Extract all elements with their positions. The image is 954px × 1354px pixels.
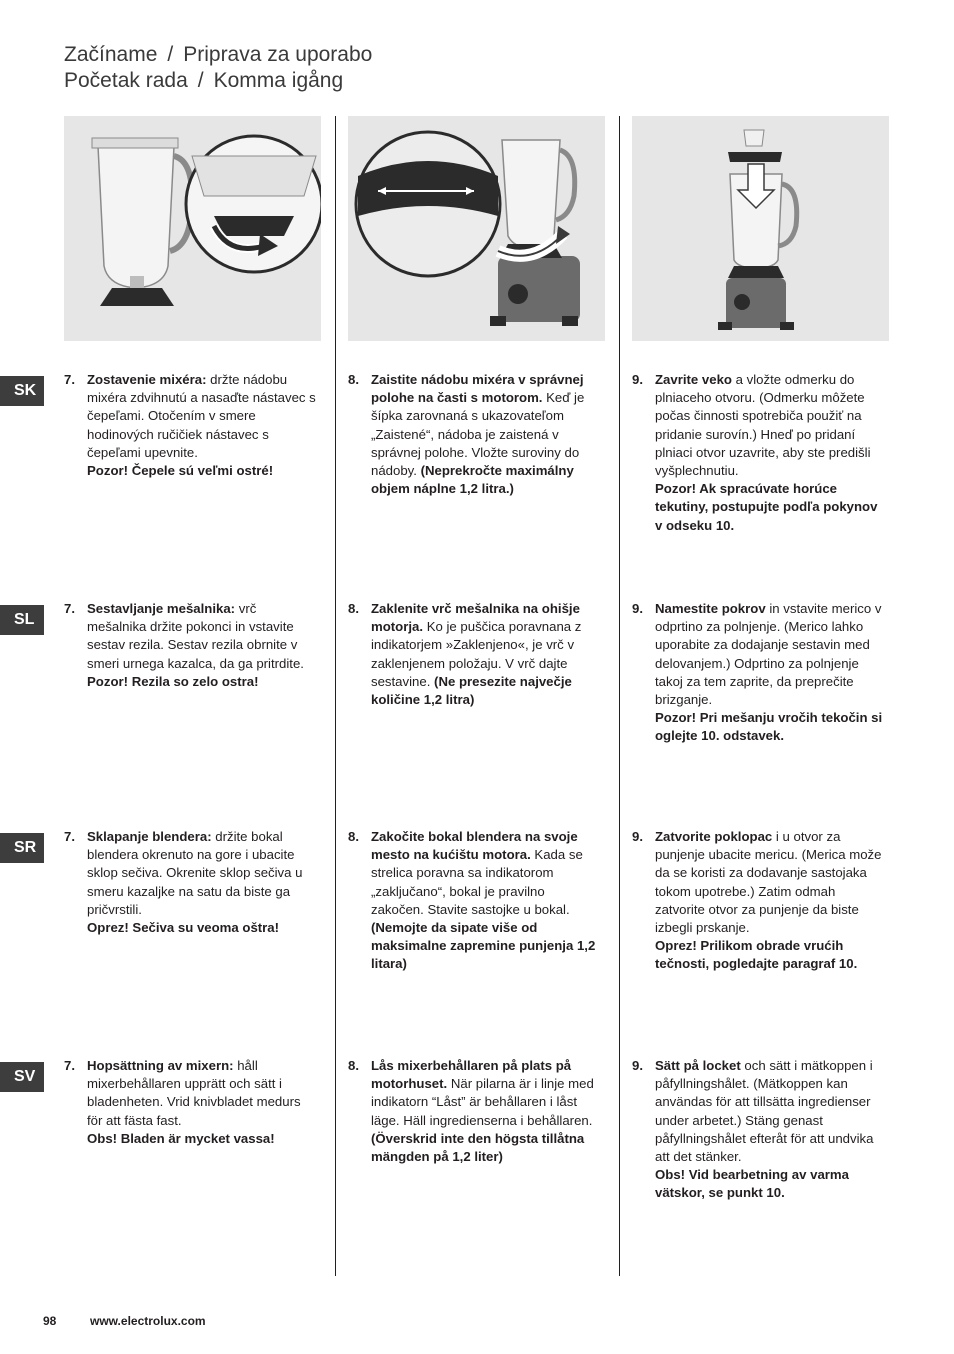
step-sr-7 <box>64 828 316 937</box>
step-heading: Zakočite bokal blendera na svoje mesto na kućištu motora. <box>371 829 578 863</box>
step-number: 8. <box>348 829 359 844</box>
step-warning: (Neprekročte maximálny objem náplne 1,2 litra.) <box>371 463 574 497</box>
step-text: držite bokal blendera okrenuto na gore i ubacite sklop sečiva. Okrenite sklop sečiva u smeru kazaljke na satu da biste ga pričvrstili. <box>87 829 303 917</box>
step-number: 8. <box>348 372 359 387</box>
step-number: 7. <box>64 601 75 616</box>
lang-tab-sl: SL <box>0 605 44 635</box>
title-separator: / <box>197 69 204 92</box>
title-sv: Komma igång <box>213 69 344 92</box>
step-warning: Pozor! Pri mešanju vročih tekočin si oglejte 10. odstavek. <box>655 710 883 744</box>
step-sr-9 <box>632 828 884 974</box>
step-text: a vložte odmerku do plniaceho otvoru. (Odmerku môžete počas činnosti spotrebiča použiť na pridanie surovín.) Hneď po pridaní plniaci otvor uzavrite, aby ste predišli vyšplechnutiu. <box>655 372 871 479</box>
step-heading: Zavrite veko <box>655 372 732 387</box>
title-sl: Priprava za uporabo <box>183 43 373 66</box>
step-sv-9 <box>632 1057 884 1203</box>
step-number: 9. <box>632 1058 643 1073</box>
illustration-step-8 <box>348 116 605 341</box>
lang-tab-sk: SK <box>0 376 44 406</box>
step-number: 9. <box>632 829 643 844</box>
title-separator: / <box>167 43 174 66</box>
step-heading: Zaklenite vrč mešalnika na ohišje motorja. <box>371 601 580 635</box>
illustration-step-7 <box>64 116 321 341</box>
step-text: Kada se strelica poravna sa indikatorom „zaključano“, bokal je pravilno zakočen. Stavite sastojke u bokal. <box>371 847 583 917</box>
step-warning: Oprez! Sečiva su veoma oštra! <box>87 920 280 936</box>
step-heading: Sätt på locket <box>655 1058 741 1073</box>
footer-url[interactable]: www.electrolux.com <box>90 1314 206 1328</box>
step-sl-9 <box>632 600 884 746</box>
step-sl-7 <box>64 600 316 691</box>
lang-tab-sv: SV <box>0 1062 44 1092</box>
step-heading: Sestavljanje mešalnika: <box>87 601 236 616</box>
step-warning: (Ne presezite največje količine 1,2 litra) <box>371 673 572 708</box>
step-heading: Zatvorite poklopac <box>655 829 773 844</box>
step-text: När pilarna är i linje med indikatorn “Låst” är behållaren i låst läge. Häll ingredienserna i behållaren. <box>371 1076 594 1128</box>
step-heading: Lås mixerbehållaren på plats på motorhuset. <box>371 1058 572 1092</box>
column-divider-1 <box>335 116 336 1276</box>
title-sr: Početak rada <box>64 69 188 92</box>
step-sk-9 <box>632 371 884 535</box>
step-warning: Obs! Bladen är mycket vassa! <box>87 1130 275 1146</box>
step-warning: (Nemojte da sipate više od maksimalne zapremine punjenja 1,2 litara) <box>371 920 596 972</box>
step-heading: Zaistite nádobu mixéra v správnej polohe na časti s motorom. <box>371 372 584 406</box>
step-sl-8 <box>348 600 600 709</box>
step-warning: Pozor! Ak spracúvate horúce tekutiny, postupujte podľa pokynov v odseku 10. <box>655 481 878 533</box>
step-heading: Namestite pokrov <box>655 601 766 616</box>
step-text: Ko je puščica poravnana z indikatorjem »Zaklenjeno«, je vrč v zaklenjenem položaju. V vrč dajte sestavine. <box>371 619 582 689</box>
step-number: 8. <box>348 601 359 616</box>
step-sk-8 <box>348 371 600 498</box>
step-heading: Sklapanje blendera: <box>87 829 212 844</box>
step-sr-8 <box>348 828 600 974</box>
illustration-step-9 <box>632 116 889 341</box>
step-text: in vstavite merico v odprtino za polnjenje. (Merico lahko uporabite za dodajanje sestavin med delovanjem.) Odprtino za polnjenje takoj za tem zaprite, da preprečite brizganje. <box>655 601 882 708</box>
step-text: držte nádobu mixéra zdvihnutú a nasaďte nástavec s čepeľami. Otočením v smere hodinových ručičiek nástavec s čepeľami upevnite. <box>87 372 316 460</box>
step-text: i u otvor za punjenje ubacite mericu. (Merica može da se koristi za dodavanje sastojaka tokom upotrebe.) Zatim odmah zatvorite otvor za punjenje da biste izbegli prskanje. <box>655 829 882 936</box>
step-warning: Pozor! Čepele sú veľmi ostré! <box>87 463 274 479</box>
step-number: 7. <box>64 1058 75 1073</box>
step-warning: Oprez! Prilikom obrade vrućih tečnosti, pogledajte paragraf 10. <box>655 938 858 972</box>
step-sv-8 <box>348 1057 600 1166</box>
page-title-line-2 <box>64 68 343 94</box>
step-warning: Obs! Vid bearbetning av varma vätskor, se punkt 10. <box>655 1167 849 1201</box>
column-divider-2 <box>619 116 620 1276</box>
step-text: håll mixerbehållaren upprätt och sätt i bladenheten. Vrid knivbladet medurs för att fästa fast. <box>87 1058 301 1128</box>
step-text: vrč mešalnika držite pokonci in vstavite sestav rezila. Sestav rezila obrnite v smeri urnega kazalca, da ga pritrdite. <box>87 601 304 671</box>
step-warning: (Överskrid inte den högsta tillåtna mängden på 1,2 liter) <box>371 1130 585 1165</box>
page-number: 98 <box>43 1314 57 1328</box>
step-heading: Zostavenie mixéra: <box>87 372 207 387</box>
step-sv-7 <box>64 1057 316 1148</box>
step-warning: Pozor! Rezila so zelo ostra! <box>87 673 259 689</box>
page-title-line-1 <box>64 42 372 68</box>
step-number: 9. <box>632 372 643 387</box>
step-number: 7. <box>64 372 75 387</box>
step-number: 7. <box>64 829 75 844</box>
title-sk: Začíname <box>64 43 158 66</box>
step-number: 8. <box>348 1058 359 1073</box>
step-sk-7 <box>64 371 316 480</box>
step-text: och sätt i mätkoppen i påfyllningshålet. (Mätkoppen kan användas för att tillsätta ingredienser under arbetet.) Stäng genast påfyllningshålet efteråt för att undvika att det stänker. <box>655 1058 874 1165</box>
step-heading: Hopsättning av mixern: <box>87 1058 234 1073</box>
lang-tab-sr: SR <box>0 833 44 863</box>
step-text: Keď je šípka zarovnaná s ukazovateľom „Zaistené“, nádoba je zaistená v správnej polohe. Vložte suroviny do nádoby. <box>371 390 585 479</box>
step-number: 9. <box>632 601 643 616</box>
